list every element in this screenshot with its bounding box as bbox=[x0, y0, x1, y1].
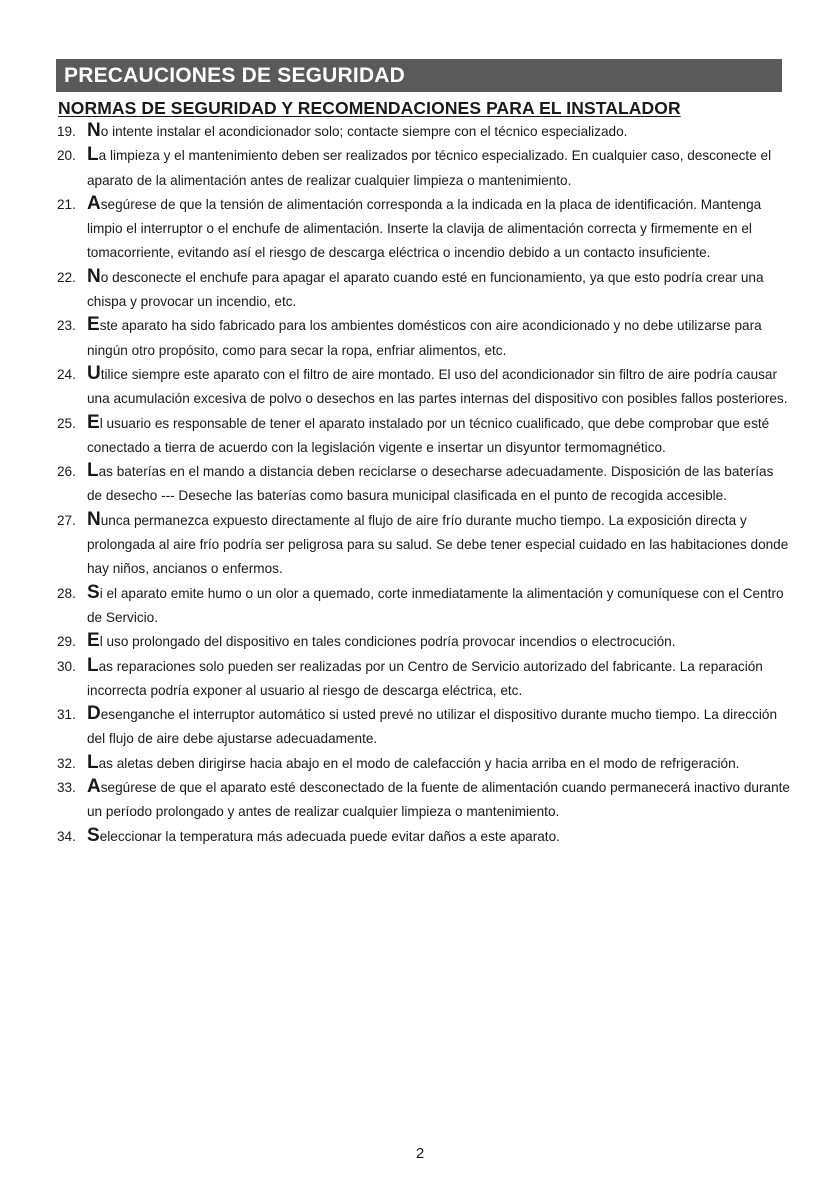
rule-number: 32. bbox=[57, 755, 76, 771]
rule-text bbox=[87, 266, 792, 315]
rule-body: l usuario es responsable de tener el aparato instalado por un técnico cualificado, que debe comprobar que esté conectado a tierra de acuerdo con la legislación vigente e insertar un disyuntor termomagnético. bbox=[87, 415, 770, 455]
rule-number: 23. bbox=[57, 318, 76, 334]
rule-body: segúrese de que la tensión de alimentación corresponda a la indicada en la placa de identificación. Mantenga limpio el interruptor o el enchufe de alimentación. Inserte la clavija de alimentación correcta y firmemente en el tomacorriente, evitando así el riesgo de descarga eléctrica o incendio debido a un contacto insuficiente. bbox=[87, 196, 762, 261]
rule-number: 27. bbox=[57, 512, 76, 528]
rule-initial: L bbox=[87, 751, 99, 773]
rule-text bbox=[87, 582, 792, 631]
safety-rule-22 bbox=[57, 266, 792, 315]
rule-initial: S bbox=[87, 581, 100, 603]
safety-rule-19 bbox=[57, 120, 792, 144]
safety-rule-30 bbox=[57, 655, 792, 704]
rule-number: 31. bbox=[57, 707, 76, 723]
rule-text bbox=[87, 460, 792, 509]
rule-initial: L bbox=[87, 654, 99, 676]
rule-body: o intente instalar el acondicionador solo; contacte siempre con el técnico especializado. bbox=[100, 124, 628, 139]
rule-text bbox=[87, 752, 792, 776]
safety-rule-20 bbox=[57, 144, 792, 193]
page-number: 2 bbox=[415, 1145, 425, 1162]
rule-number: 20. bbox=[57, 148, 76, 164]
safety-rule-33 bbox=[57, 776, 792, 825]
rule-initial: A bbox=[87, 776, 101, 798]
rule-initial: N bbox=[87, 120, 101, 141]
safety-rule-26 bbox=[57, 460, 792, 509]
safety-rules-list bbox=[57, 120, 792, 849]
rule-body: as reparaciones solo pueden ser realizadas por un Centro de Servicio autorizado del fabricante. La reparación incorrecta podría exponer al usuario al riesgo de descarga eléctrica, etc. bbox=[87, 658, 763, 698]
rule-body: o desconecte el enchufe para apagar el aparato cuando esté en funcionamiento, ya que esto podría crear una chispa y provocar un incendio, etc. bbox=[87, 269, 764, 310]
rule-number: 28. bbox=[57, 585, 76, 601]
rule-body: i el aparato emite humo o un olor a quemado, corte inmediatamente la alimentación y comuníquese con el Centro de Servicio. bbox=[87, 585, 784, 625]
rule-initial: U bbox=[87, 362, 101, 384]
rule-text bbox=[87, 776, 792, 825]
rule-body: as aletas deben dirigirse hacia abajo en el modo de calefacción y hacia arriba en el modo de refrigeración. bbox=[98, 755, 740, 771]
rule-initial: N bbox=[87, 508, 101, 530]
rule-initial: A bbox=[87, 192, 101, 214]
rule-text bbox=[87, 703, 792, 752]
rule-initial: D bbox=[87, 703, 101, 725]
safety-rule-31 bbox=[57, 703, 792, 752]
rule-text bbox=[87, 193, 792, 266]
safety-rule-27 bbox=[57, 509, 792, 582]
rule-body: unca permanezca expuesto directamente al flujo de aire frío durante mucho tiempo. La exposición directa y prolongada al aire frío podría ser peligrosa para su salud. Se debe tener especial cuidado en las habitaciones donde hay niños, ancianos o enfermos. bbox=[87, 512, 789, 577]
rule-text bbox=[87, 314, 792, 363]
rule-initial: E bbox=[87, 411, 100, 433]
rule-body: tilice siempre este aparato con el filtro de aire montado. El uso del acondicionador sin filtro de aire podría causar una acumulación excesiva de polvo o desechos en las partes internas del dispositivo con posibles fallos posteriores. bbox=[87, 366, 788, 407]
rule-number: 22. bbox=[57, 269, 76, 285]
rule-number: 26. bbox=[57, 464, 76, 480]
rule-text bbox=[87, 630, 792, 654]
rule-body: l uso prolongado del dispositivo en tales condiciones podría provocar incendios o electrocución. bbox=[99, 634, 676, 650]
safety-rule-34 bbox=[57, 825, 792, 849]
rule-text bbox=[87, 412, 792, 461]
rule-text bbox=[87, 120, 792, 144]
rule-number: 24. bbox=[57, 366, 76, 382]
section-title-bar: PRECAUCIONES DE SEGURIDAD bbox=[56, 59, 782, 92]
rule-number: 21. bbox=[57, 196, 76, 212]
rule-number: 34. bbox=[57, 828, 76, 844]
rule-initial: S bbox=[87, 824, 100, 846]
rule-body: ste aparato ha sido fabricado para los ambientes domésticos con aire acondicionado y no debe utilizarse para ningún otro propósito, como para secar la ropa, enfriar alimentos, etc. bbox=[87, 318, 762, 358]
rule-initial: E bbox=[87, 630, 100, 652]
section-subtitle: NORMAS DE SEGURIDAD Y RECOMENDACIONES PARA EL INSTALADOR bbox=[58, 98, 681, 118]
rule-number: 19. bbox=[57, 124, 76, 139]
rule-body: eleccionar la temperatura más adecuada puede evitar daños a este aparato. bbox=[99, 828, 560, 844]
rule-text bbox=[87, 655, 792, 704]
rule-number: 33. bbox=[57, 780, 76, 796]
safety-rule-23 bbox=[57, 314, 792, 363]
rule-body: segúrese de que el aparato esté desconectado de la fuente de alimentación cuando permanecerá inactivo durante un período prolongado y antes de realizar cualquier limpieza o mantenimiento. bbox=[87, 780, 790, 820]
rule-initial: N bbox=[87, 265, 101, 287]
rule-initial: L bbox=[87, 460, 99, 482]
rule-text bbox=[87, 825, 792, 849]
safety-rule-29 bbox=[57, 630, 792, 654]
rule-text bbox=[87, 144, 792, 193]
rule-number: 29. bbox=[57, 634, 76, 650]
rule-number: 25. bbox=[57, 415, 76, 431]
rule-body: as baterías en el mando a distancia deben reciclarse o desecharse adecuadamente. Disposición de las baterías de desecho --- Deseche las baterías como basura municipal clasificada en el punto de recogida accesible. bbox=[87, 464, 774, 504]
safety-rule-21 bbox=[57, 193, 792, 266]
rule-initial: E bbox=[87, 314, 100, 336]
rule-body: a limpieza y el mantenimiento deben ser realizados por técnico especializado. En cualquier caso, desconecte el aparato de la alimentación antes de realizar cualquier limpieza o mantenimiento. bbox=[87, 148, 772, 188]
safety-rule-24 bbox=[57, 363, 792, 412]
rule-initial: L bbox=[87, 144, 99, 166]
safety-rule-32 bbox=[57, 752, 792, 776]
safety-rule-25 bbox=[57, 412, 792, 461]
rule-text bbox=[87, 363, 792, 412]
rule-number: 30. bbox=[57, 658, 76, 674]
rule-text bbox=[87, 509, 792, 582]
rule-body: esenganche el interruptor automático si usted prevé no utilizar el dispositivo durante mucho tiempo. La dirección del flujo de aire debe ajustarse adecuadamente. bbox=[87, 707, 778, 747]
safety-rule-28 bbox=[57, 582, 792, 631]
